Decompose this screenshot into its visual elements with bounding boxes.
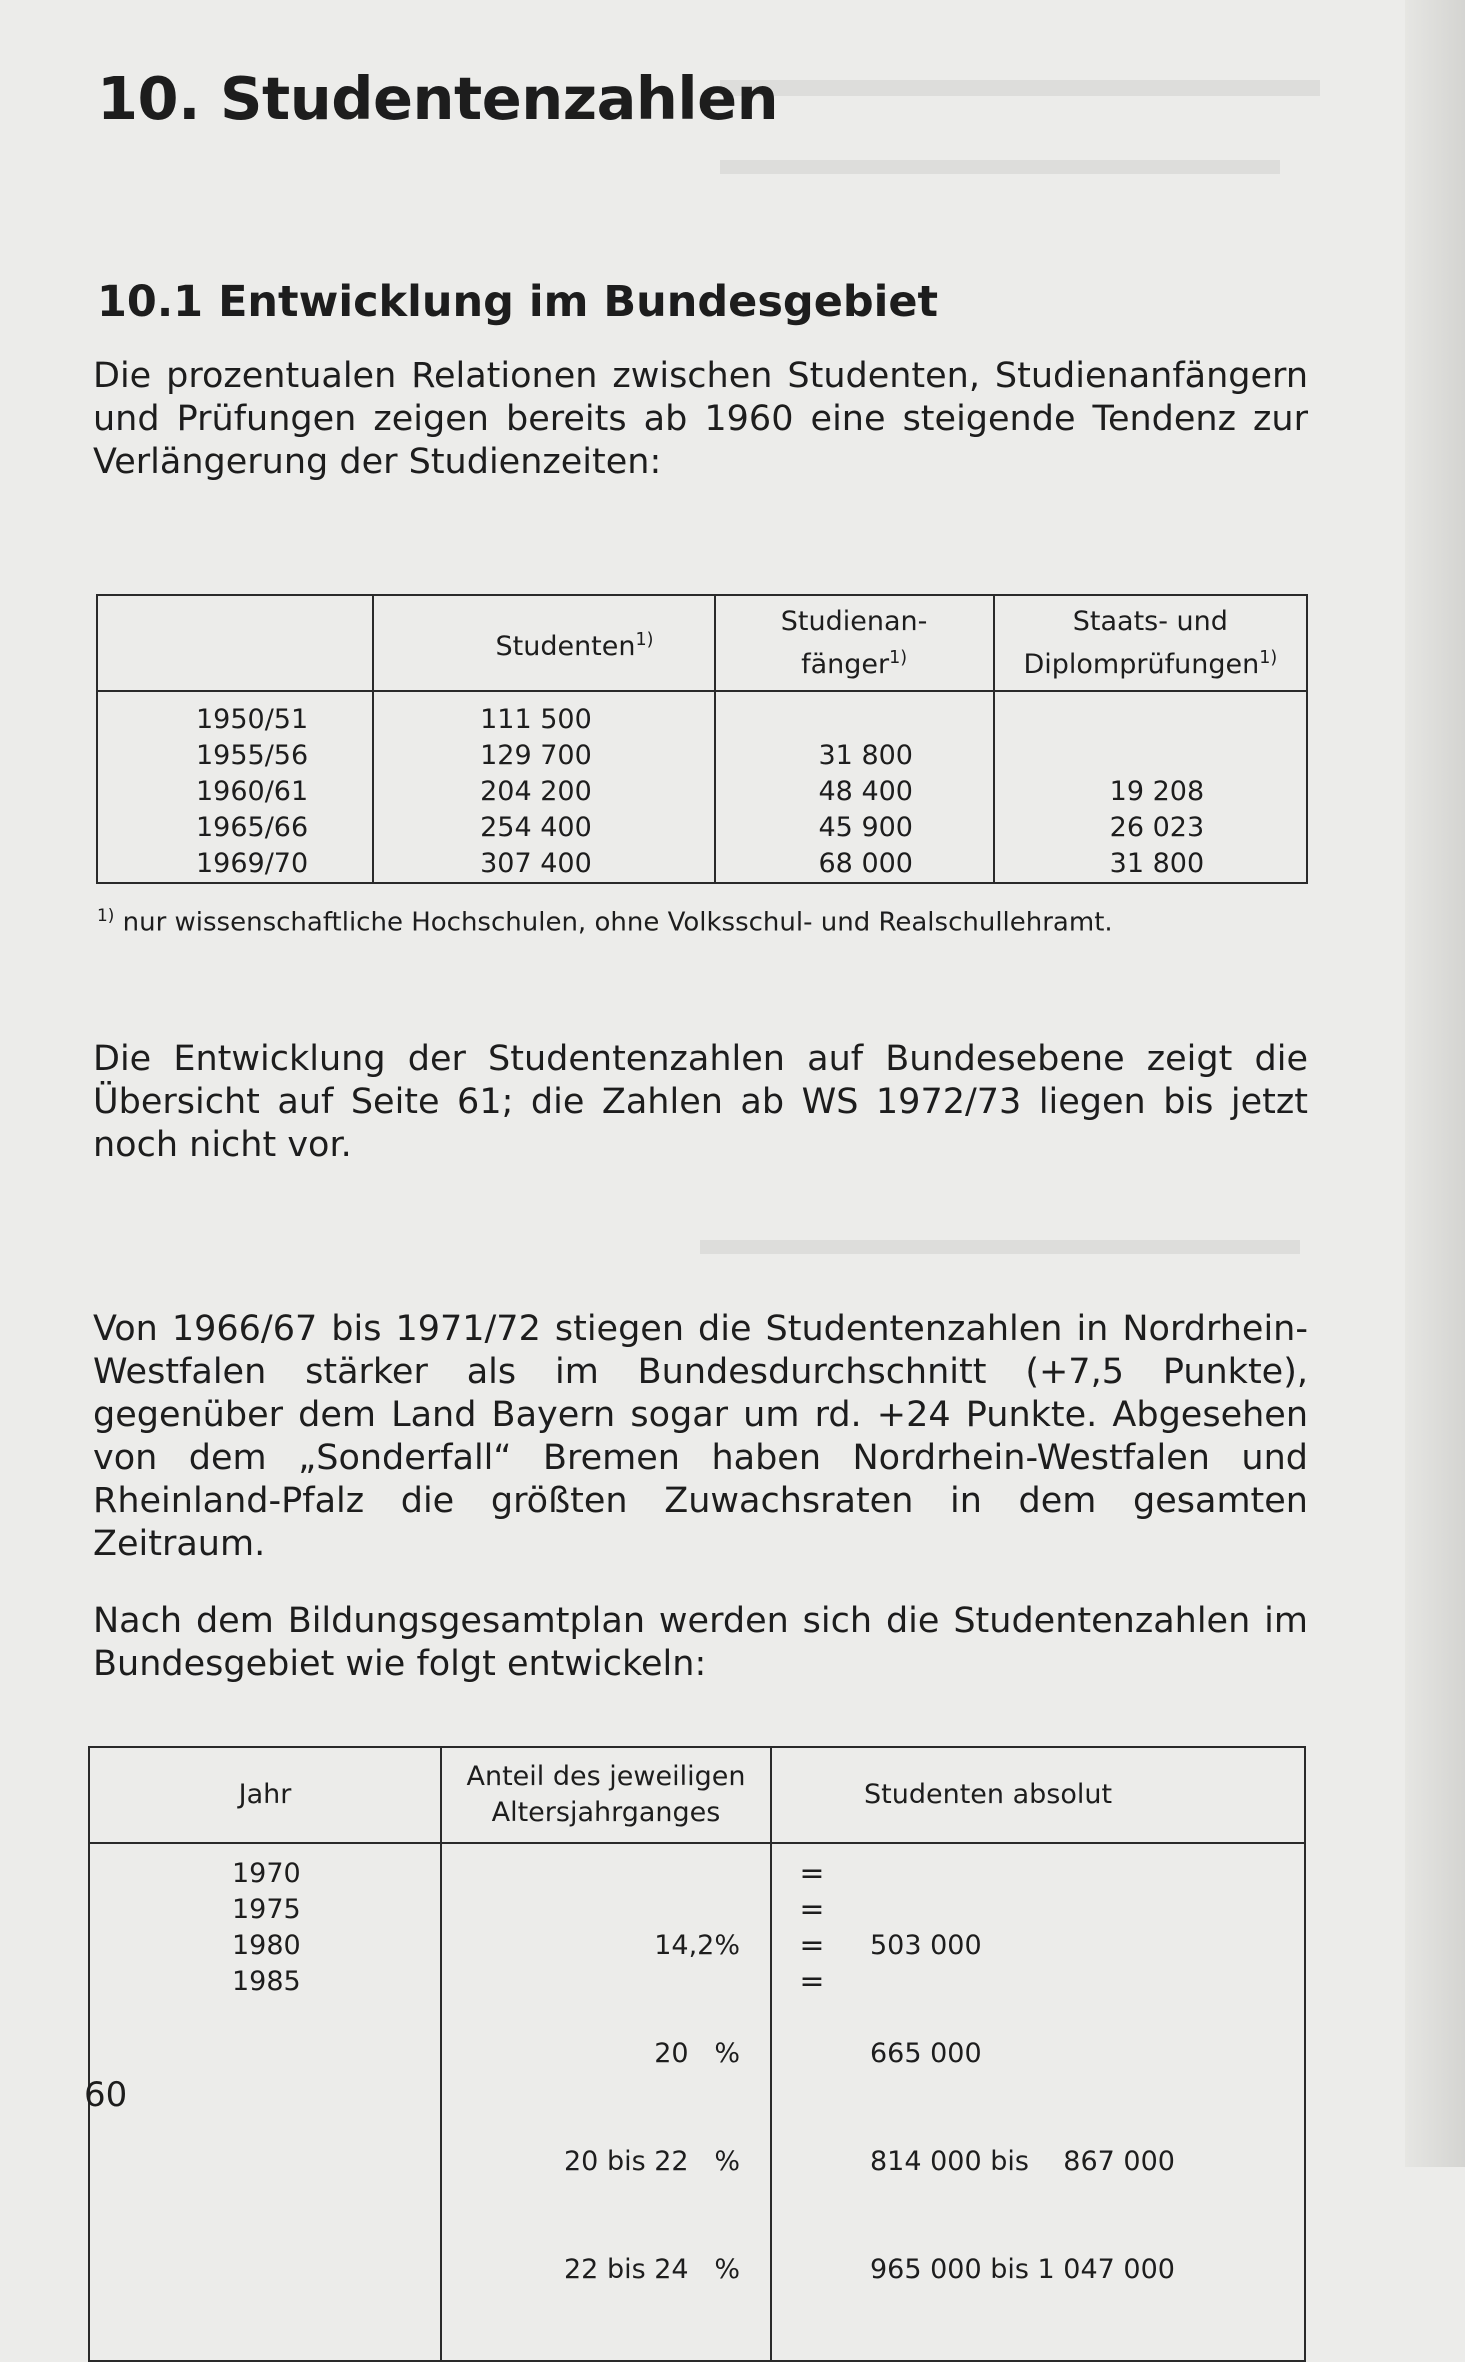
plan-paragraph: Nach dem Bildungsgesamtplan werden sich die Studentenzahlen im Bundesgebiet wie folgt entwickeln: <box>93 1601 1308 1684</box>
equals-sign: = <box>799 1964 825 1999</box>
semester-column <box>97 691 373 883</box>
show-through-block <box>720 160 1280 174</box>
students-cell: 129 700 <box>480 740 592 771</box>
beginners-cell: 68 000 <box>818 848 913 879</box>
beginners-header: Studienan- fänger$^{1)}$ <box>715 595 994 691</box>
students-cell: 307 400 <box>480 848 592 879</box>
semester-cell: 1960/61 <box>196 776 309 807</box>
share-cell: 14,2% <box>654 1930 740 1961</box>
share-cell: 20 bis 22 % <box>564 2146 740 2177</box>
share-cell: 22 bis 24 % <box>564 2254 740 2285</box>
beginners-cell: 48 400 <box>818 776 913 807</box>
equals-sign: = <box>799 1856 825 1891</box>
equals-sign: = <box>799 1892 825 1927</box>
equals-column <box>771 1843 852 2361</box>
show-through-block <box>700 1240 1300 1254</box>
year-column <box>89 1843 441 2361</box>
students-cell: 204 200 <box>480 776 592 807</box>
exams-cell: 19 208 <box>1109 776 1205 807</box>
year-header: Jahr <box>89 1747 441 1843</box>
semester-header <box>97 595 373 691</box>
students-column <box>373 691 714 883</box>
share-column <box>441 1843 771 2361</box>
beginners-column <box>715 691 994 883</box>
absolute-cell: 503 000 <box>870 1930 982 1961</box>
exams-column <box>994 691 1307 883</box>
absolute-cell: 965 000 bis 1 047 000 <box>870 2254 1175 2285</box>
students-header: Studenten$^{1)}$ <box>373 595 714 691</box>
absolute-cell: 814 000 bis 867 000 <box>870 2146 1175 2177</box>
section-heading: 10.1 Entwicklung im Bundesgebiet <box>97 277 939 327</box>
semester-cell: 1969/70 <box>196 848 309 879</box>
absolute-cell: 665 000 <box>870 2038 982 2069</box>
overview-paragraph: Die Entwicklung der Studentenzahlen auf Bundesebene zeigt die Übersicht auf Seite 61; die Zahlen ab WS 1972/73 liegen bis jetzt noch nicht vor. <box>93 1039 1308 1165</box>
students-cell: 254 400 <box>480 812 592 843</box>
page-number: 60 <box>84 2075 128 2115</box>
semester-cell: 1955/56 <box>196 740 309 771</box>
intro-paragraph: Die prozentualen Relationen zwischen Studenten, Studienanfängern und Prüfungen zeigen bereits ab 1960 eine steigende Tendenz zur Verlängerung der Studienzeiten: <box>93 356 1308 482</box>
exams-header: Staats- und Diplomprüfungen$^{1)}$ <box>994 595 1307 691</box>
projection-table <box>88 1746 1306 2362</box>
page-title: 10. Studentenzahlen <box>97 64 779 133</box>
share-header: Anteil des jeweiligen Altersjahrganges <box>441 1747 771 1843</box>
semester-cell: 1965/66 <box>196 812 309 843</box>
student-development-table <box>96 594 1308 884</box>
share-cell: 20 % <box>654 2038 740 2069</box>
exams-cell: 26 023 <box>1109 812 1205 843</box>
absolute-column <box>852 1843 1305 2361</box>
beginners-cell: 45 900 <box>818 812 913 843</box>
show-through-block <box>720 80 1320 96</box>
exams-cell: 31 800 <box>1109 848 1205 879</box>
semester-cell: 1950/51 <box>196 704 309 735</box>
page-edge-shadow <box>1405 0 1465 2167</box>
year-cell: 1975 <box>232 1894 301 1925</box>
nrw-paragraph: Von 1966/67 bis 1971/72 stiegen die Studentenzahlen in Nordrhein-Westfalen stärker als im Bundesdurchschnitt (+7,5 Punkte), gegenüber dem Land Bayern sogar um rd. +24 Punkte. Abgesehen von dem „Sonderfall“ Bremen haben Nordrhein-Westfalen und Rheinland-Pfalz die größten Zuwachsraten in dem gesamten Zeitraum. <box>93 1309 1308 1564</box>
equals-sign: = <box>799 1928 825 1963</box>
table-footnote: $^{1)}$ nur wissenschaftliche Hochschulen, ohne Volksschul- und Realschullehramt. <box>97 905 1113 938</box>
beginners-cell: 31 800 <box>818 740 913 771</box>
year-cell: 1985 <box>232 1966 301 1997</box>
year-cell: 1980 <box>232 1930 301 1961</box>
year-cell: 1970 <box>232 1858 301 1889</box>
absolute-header: Studenten absolut <box>771 1747 1305 1843</box>
students-cell: 111 500 <box>480 704 592 735</box>
